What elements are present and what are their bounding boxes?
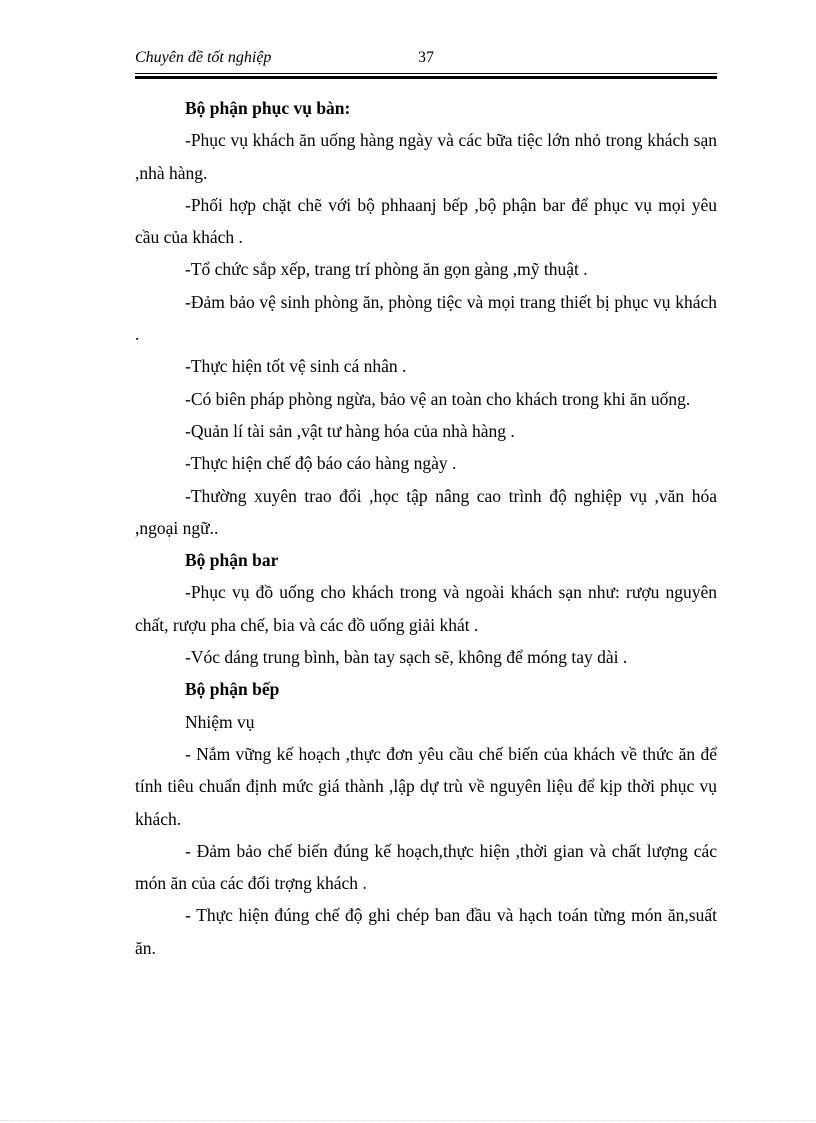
header-rule-thin (135, 73, 717, 74)
paragraph: -Vóc dáng trung bình, bàn tay sạch sẽ, không để móng tay dài . (185, 647, 628, 668)
page-number: 37 (418, 49, 434, 66)
paragraph: -Phục vụ đồ uống cho khách trong và ngoài khách sạn như: rượu nguyên chất, rượu pha chế, bia và các đồ uống giải khát . (135, 582, 717, 635)
paragraph: -Đảm bảo vệ sinh phòng ăn, phòng tiệc và mọi trang thiết bị phục vụ khách . (135, 291, 717, 345)
paragraph: -Thực hiện chế độ báo cáo hàng ngày . (185, 453, 457, 474)
page-header (135, 48, 717, 70)
paragraph: -Phục vụ khách ăn uống hàng ngày và các bữa tiệc lớn nhỏ trong khách sạn ,nhà hàng. (135, 130, 717, 183)
paragraph: -Tổ chức sắp xếp, trang trí phòng ăn gọn gàng ,mỹ thuật . (185, 259, 588, 280)
paragraph: -Thường xuyên trao đổi ,học tập nâng cao trình độ nghiệp vụ ,văn hóa ,ngoại ngữ.. (135, 485, 717, 538)
paragraph: - Thực hiện đúng chế độ ghi chép ban đầu và hạch toán từng món ăn,suất ăn. (135, 905, 717, 958)
paragraph: -Thực hiện tốt vệ sinh cá nhân . (185, 356, 407, 377)
header-rule-thick (135, 76, 717, 79)
paragraph: - Nắm vững kế hoạch ,thực đơn yêu cầu chế biến của khách về thức ăn để tính tiêu chuẩn định mức giá thành ,lập dự trù về nguyên liệu để kịp thời phục vụ khách. (135, 743, 717, 829)
section-heading-ban: Bộ phận phục vụ bàn: (185, 98, 351, 118)
subheading-nhiem-vu: Nhiệm vụ (185, 711, 255, 732)
paragraph: -Phối hợp chặt chẽ với bộ phhaanj bếp ,bộ phận bar để phục vụ mọi yêu cầu của khách . (135, 194, 717, 248)
header-title: Chuyên đề tốt nghiệp (135, 49, 272, 66)
paragraph: -Có biên pháp phòng ngừa, bảo vệ an toàn cho khách trong khi ăn uống. (185, 388, 691, 409)
paragraph: - Đảm bảo chế biến đúng kế hoạch,thực hiện ,thời gian và chất lượng các món ăn của các đối trợng khách . (135, 840, 717, 894)
paragraph: -Quản lí tài sản ,vật tư hàng hóa của nhà hàng . (185, 420, 515, 441)
document-body (135, 92, 717, 964)
section-heading-bep: Bộ phận bếp (185, 679, 280, 700)
section-heading-bar: Bộ phận bar (185, 550, 279, 571)
page-bottom-border (0, 1120, 816, 1121)
